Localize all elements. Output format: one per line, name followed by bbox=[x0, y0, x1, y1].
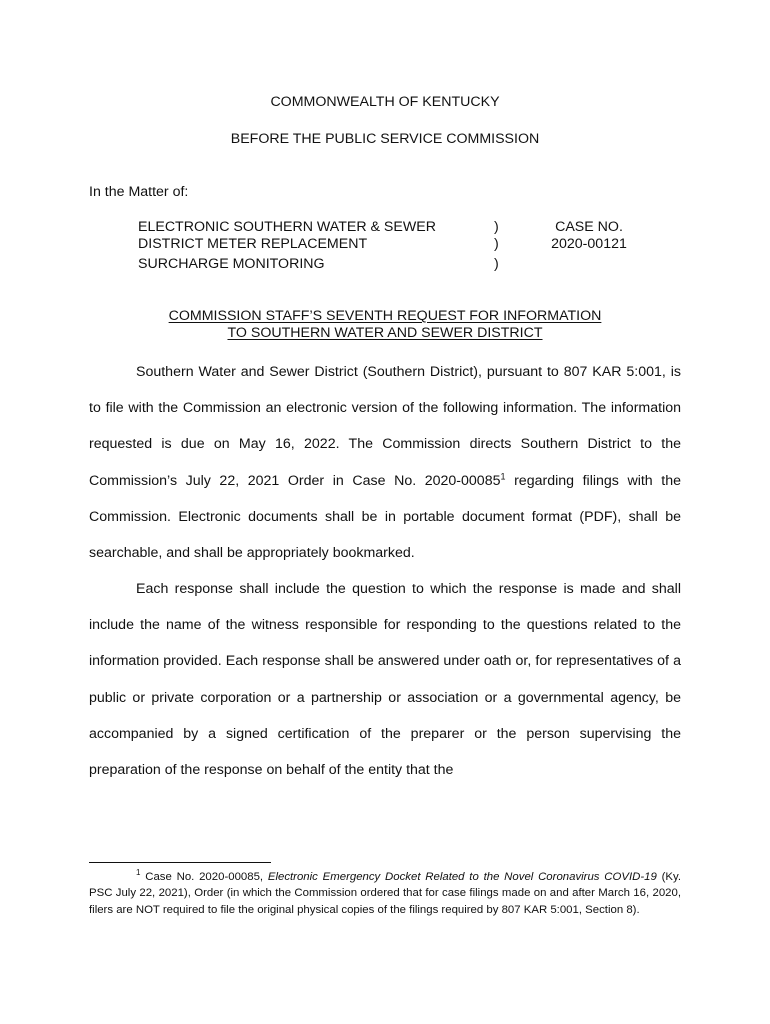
paragraph1-text-b: regarding filings with the Commission. Electronic documents shall be in portable document format (PDF), shall be searchable, and shall be appropriately bookmarked. bbox=[89, 472, 682, 562]
footnote-marker: 1 bbox=[136, 868, 141, 878]
header-commonwealth: COMMONWEALTH OF KENTUCKY bbox=[270, 94, 500, 110]
paragraph-filing-instructions bbox=[89, 354, 681, 571]
paragraph2-text: Each response shall include the question to which the response is made and shall include the name of the witness responsible for responding to the questions related to the information provided. Each response shall be answered under oath or, for representatives of a public or private corporation or a partnership or association or a governmental agency, be accompanied by a signed certification of the preparer or the person supervising the preparation of the response on behalf of the entity that the bbox=[89, 581, 681, 779]
footnote-1 bbox=[89, 869, 681, 918]
case-number: 2020-00121 bbox=[551, 236, 627, 252]
footnote-case-title: Electronic Emergency Docket Related to the Novel Coronavirus COVID-19 bbox=[267, 871, 657, 883]
footnote-reference[interactable]: 1 bbox=[500, 470, 506, 481]
caption-line-1: ELECTRONIC SOUTHERN WATER & SEWER bbox=[138, 219, 436, 235]
caption-line-3: SURCHARGE MONITORING bbox=[138, 256, 325, 272]
matter-label: In the Matter of: bbox=[89, 184, 189, 200]
doc-title-text-2: TO SOUTHERN WATER AND SEWER DISTRICT bbox=[227, 325, 543, 341]
case-label: CASE NO. bbox=[555, 219, 623, 235]
footnote-rest: (Ky. PSC July 22, 2021), Order (in which the Commission ordered that for case filings made on and after March 16, 2020, filers are NOT required to file the original physical copies of the filings required by 807 KAR 5:001, Section 8). bbox=[89, 871, 681, 916]
footnote-lead: Case No. 2020-00085, bbox=[140, 871, 268, 883]
caption-paren-1: ) bbox=[494, 219, 499, 235]
caption-paren-3: ) bbox=[494, 256, 499, 272]
caption-paren-2: ) bbox=[494, 236, 499, 252]
doc-title-line-1 bbox=[0, 308, 770, 324]
paragraph-response-requirements bbox=[89, 571, 681, 788]
footnote-divider bbox=[89, 862, 271, 863]
doc-title-line-2 bbox=[0, 325, 770, 341]
paragraph1-text-a: Southern Water and Sewer District (Southern District), pursuant to 807 KAR 5:001, is to file with the Commission an electronic version of the following information. The information requested is due on May 16, 2022. The Commission directs Southern District to the Commission’s July 22, 2021 Order in Case No. 2020-00085 bbox=[89, 364, 681, 489]
header-commission: BEFORE THE PUBLIC SERVICE COMMISSION bbox=[230, 131, 540, 147]
caption-line-2: DISTRICT METER REPLACEMENT bbox=[138, 236, 368, 252]
doc-title-text-1: COMMISSION STAFF’S SEVENTH REQUEST FOR INFORMATION bbox=[168, 308, 602, 324]
